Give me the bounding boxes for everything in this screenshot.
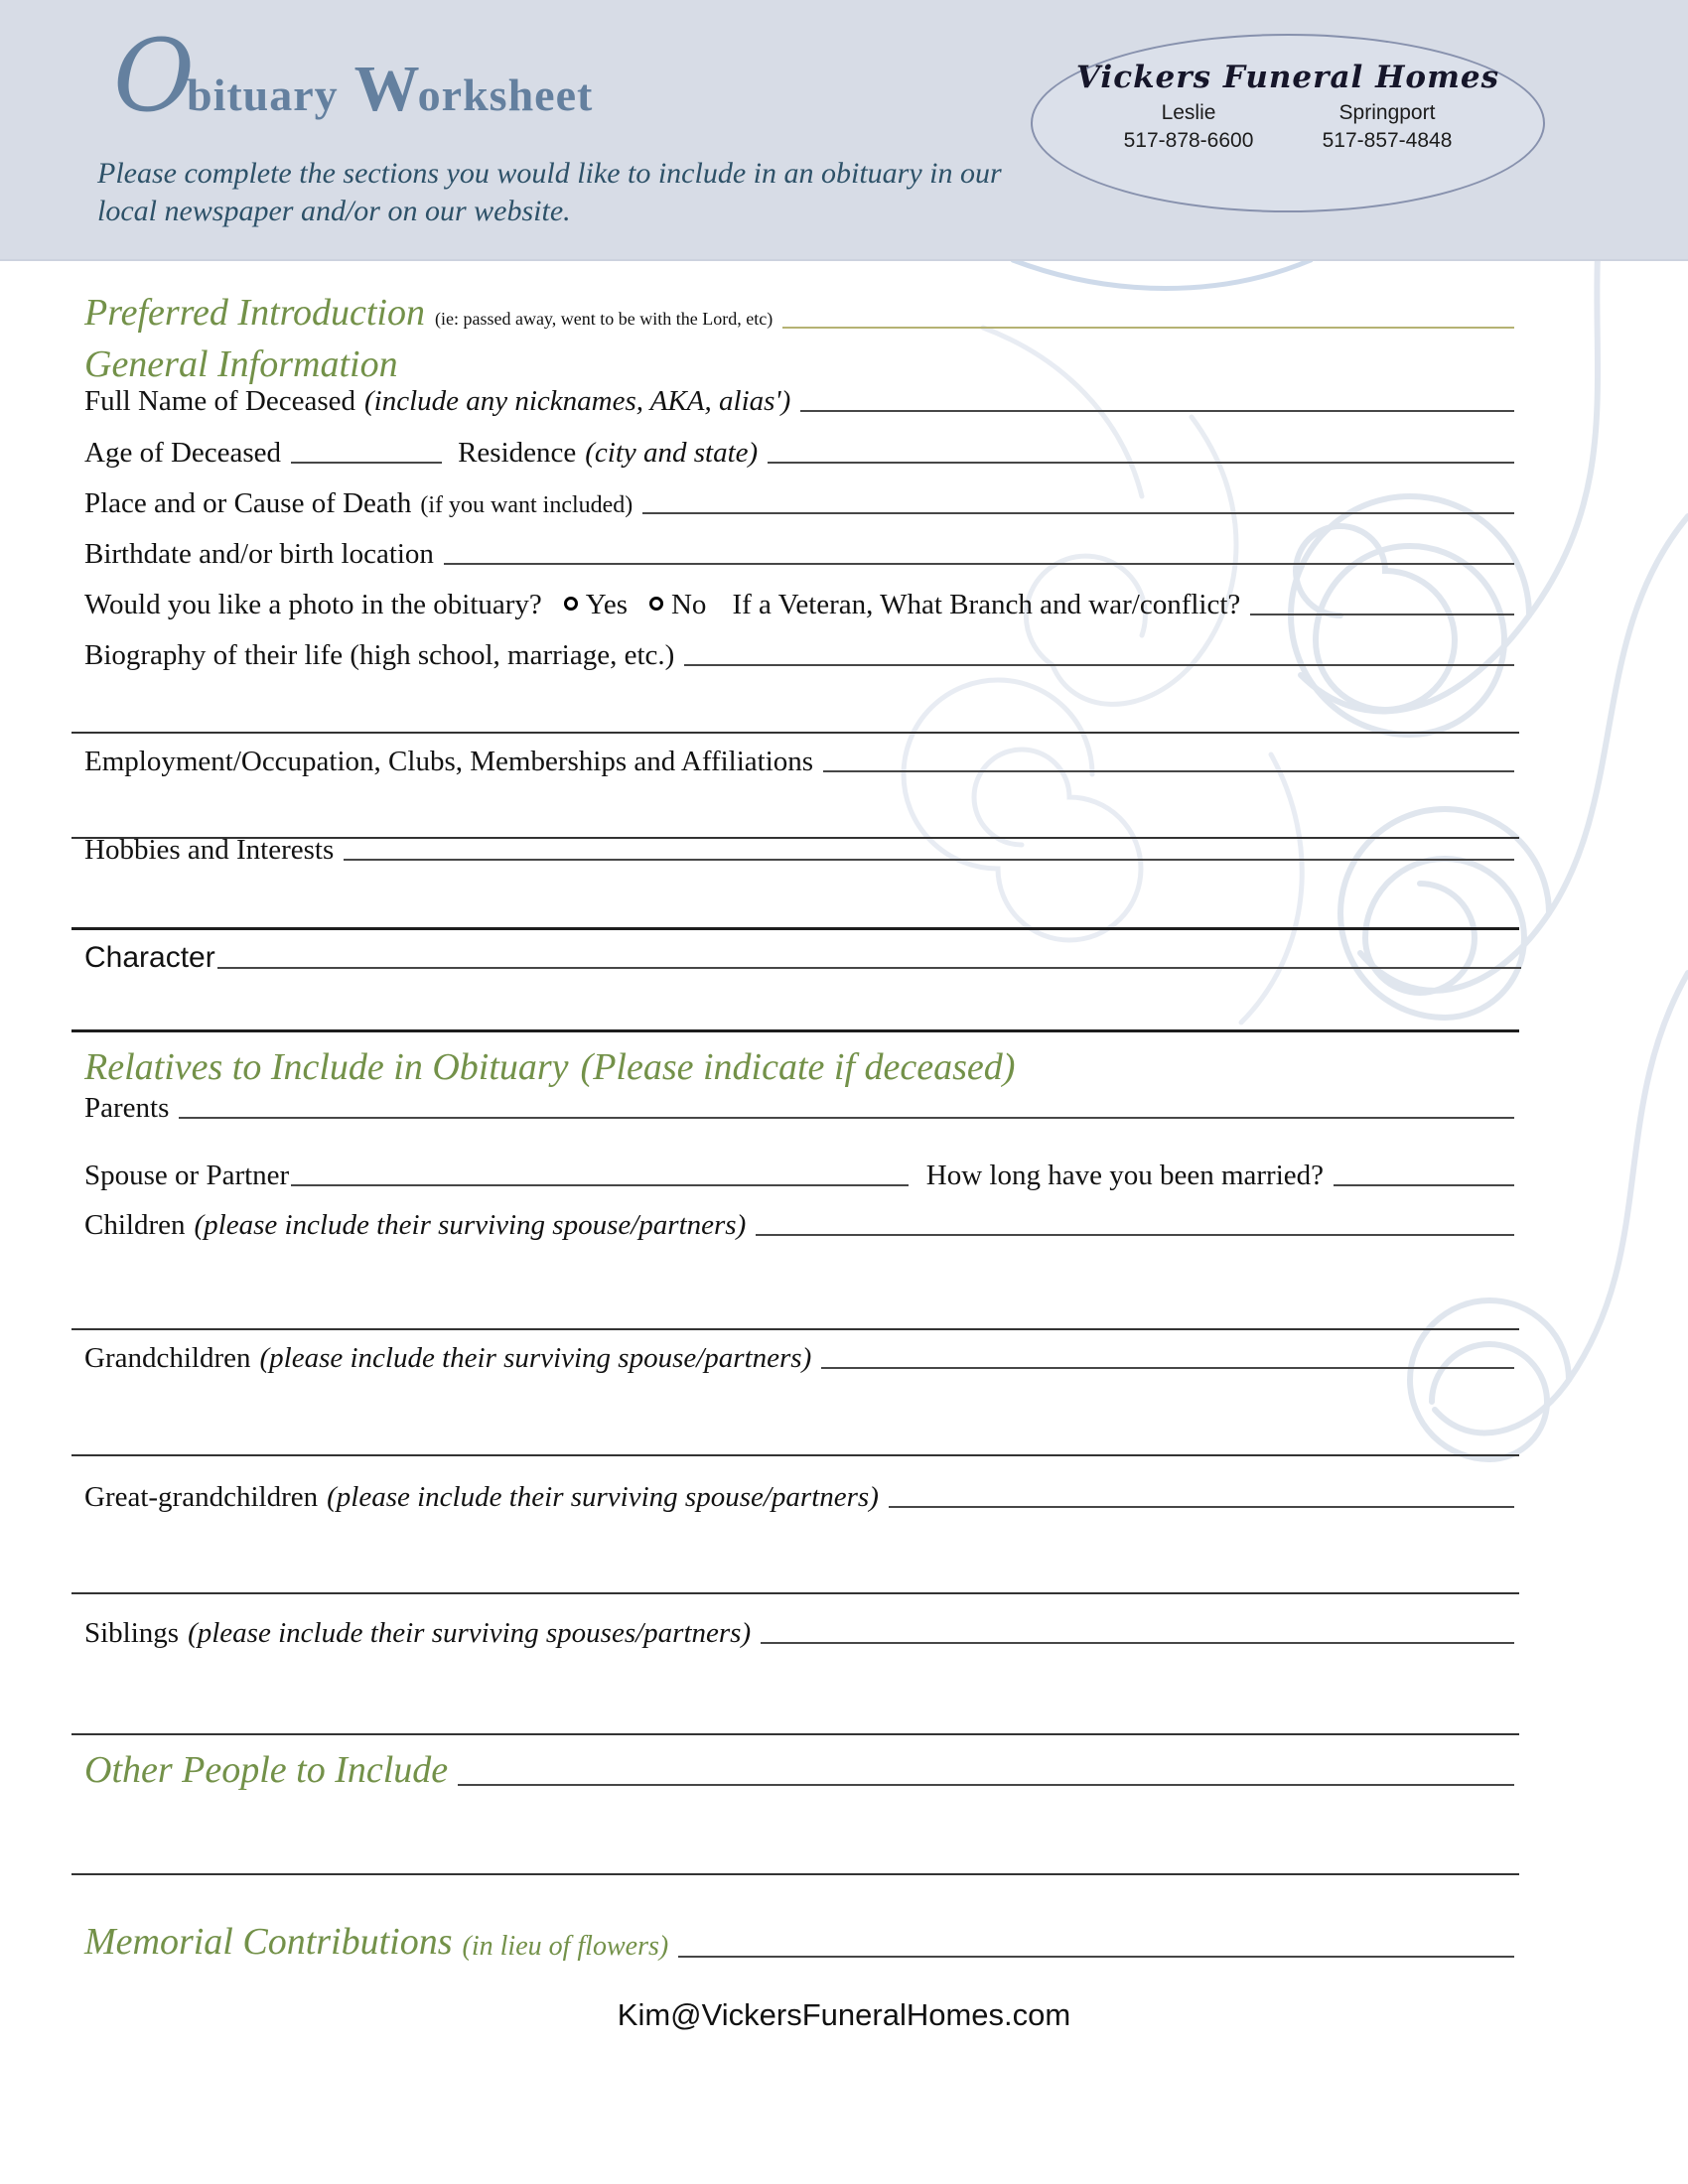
- place-cause-row: [84, 487, 1514, 519]
- great-grandchildren-row: [84, 1481, 1514, 1513]
- relatives-heading: Relatives to Include in Obituary: [84, 1046, 569, 1088]
- photo-no-option[interactable]: [649, 589, 706, 620]
- residence-label: Residence: [458, 437, 577, 469]
- great-grandchildren-label: Great-grandchildren: [84, 1481, 319, 1513]
- general-information-row: [84, 345, 1514, 385]
- full-name-label: Full Name of Deceased: [84, 385, 355, 417]
- children-line[interactable]: [756, 1234, 1514, 1236]
- parents-label: Parents: [84, 1092, 170, 1124]
- place-cause-label: Place and or Cause of Death: [84, 487, 412, 519]
- location-phone: 517-878-6600: [1123, 129, 1254, 152]
- parents-row: [84, 1092, 1514, 1124]
- age-label: Age of Deceased: [84, 437, 282, 469]
- spouse-line[interactable]: [291, 1184, 909, 1186]
- biography-row: [84, 639, 1514, 671]
- character-row: [84, 941, 1521, 974]
- memorial-hint: (in lieu of flowers): [462, 1931, 669, 1963]
- location-phone: 517-857-4848: [1322, 129, 1453, 152]
- photo-yes-label: Yes: [585, 589, 628, 620]
- contact-email: Kim@VickersFuneralHomes.com: [617, 1997, 1071, 2032]
- place-cause-line[interactable]: [642, 512, 1514, 514]
- memorial-row: [84, 1923, 1514, 1963]
- siblings-line[interactable]: [761, 1642, 1514, 1644]
- hobbies-line[interactable]: [344, 859, 1514, 861]
- location-city: Springport: [1338, 101, 1436, 124]
- siblings-label: Siblings: [84, 1617, 180, 1649]
- hobbies-label: Hobbies and Interests: [84, 834, 335, 866]
- radio-circle-icon: [564, 597, 578, 611]
- title-initial-w: W: [353, 53, 420, 125]
- age-residence-row: [84, 437, 1514, 469]
- memorial-line[interactable]: [678, 1956, 1514, 1958]
- general-information-heading: General Information: [84, 343, 398, 385]
- page-title: [113, 18, 594, 134]
- full-name-hint: (include any nicknames, AKA, alias'): [363, 385, 791, 417]
- age-line[interactable]: [291, 462, 442, 464]
- employment-row: [84, 746, 1514, 777]
- photo-yes-option[interactable]: [564, 589, 628, 620]
- married-question-label: How long have you been married?: [925, 1160, 1324, 1191]
- biography-continuation-line[interactable]: [71, 732, 1519, 734]
- character-label: Character: [84, 941, 215, 974]
- funeral-home-badge: [1031, 34, 1545, 212]
- biography-line[interactable]: [684, 664, 1514, 666]
- parents-line[interactable]: [179, 1117, 1514, 1119]
- memorial-heading: Memorial Contributions: [84, 1921, 453, 1963]
- preferred-introduction-hint: (ie: passed away, went to be with the Lord, etc): [434, 309, 774, 330]
- birthdate-label: Birthdate and/or birth location: [84, 538, 434, 570]
- full-name-row: [84, 385, 1514, 417]
- children-hint: (please include their surviving spouse/partners): [194, 1209, 747, 1241]
- other-people-heading: Other People to Include: [84, 1749, 449, 1791]
- location-city: Leslie: [1161, 101, 1216, 124]
- relatives-heading-row: [84, 1048, 1514, 1088]
- photo-question-label: Would you like a photo in the obituary?: [84, 589, 542, 620]
- place-cause-hint: (if you want included): [420, 491, 633, 518]
- spouse-row: [84, 1160, 1514, 1191]
- biography-label: Biography of their life (high school, marriage, etc.): [84, 639, 675, 671]
- other-people-line[interactable]: [458, 1784, 1514, 1786]
- siblings-continuation-line[interactable]: [71, 1733, 1519, 1735]
- employment-line[interactable]: [823, 770, 1514, 772]
- full-name-line[interactable]: [800, 410, 1514, 412]
- married-line[interactable]: [1334, 1184, 1514, 1186]
- hobbies-row: [84, 834, 1514, 866]
- photo-veteran-row: [84, 589, 1514, 620]
- radio-circle-icon: [649, 597, 663, 611]
- children-label: Children: [84, 1209, 186, 1241]
- children-continuation-line[interactable]: [71, 1328, 1519, 1330]
- preferred-introduction-line[interactable]: [782, 327, 1514, 329]
- veteran-label: If a Veteran, What Branch and war/conflict?: [732, 589, 1241, 620]
- other-people-continuation-line[interactable]: [71, 1873, 1519, 1875]
- title-initial-o: O: [113, 18, 195, 134]
- title-word-two: orksheet: [417, 69, 594, 120]
- relatives-heading-hint: (Please indicate if deceased): [580, 1046, 1016, 1088]
- employment-label: Employment/Occupation, Clubs, Memberships and Affiliations: [84, 746, 814, 777]
- grandchildren-hint: (please include their surviving spouse/partners): [259, 1342, 812, 1374]
- residence-hint: (city and state): [585, 437, 759, 469]
- children-row: [84, 1209, 1514, 1241]
- siblings-hint: (please include their surviving spouses/partners): [188, 1617, 752, 1649]
- veteran-line[interactable]: [1250, 614, 1514, 615]
- great-grandchildren-line[interactable]: [889, 1506, 1514, 1508]
- birthdate-line[interactable]: [444, 563, 1514, 565]
- birthdate-row: [84, 538, 1514, 570]
- hobbies-continuation-line[interactable]: [71, 927, 1519, 930]
- preferred-introduction-heading: Preferred Introduction: [84, 292, 425, 334]
- grandchildren-row: [84, 1342, 1514, 1374]
- funeral-home-name: Vickers Funeral Homes: [1075, 60, 1500, 95]
- residence-line[interactable]: [768, 462, 1514, 464]
- spouse-label: Spouse or Partner: [84, 1160, 290, 1191]
- grandchildren-label: Grandchildren: [84, 1342, 251, 1374]
- photo-no-label: No: [670, 589, 707, 620]
- character-line[interactable]: [217, 967, 1521, 969]
- character-continuation-line[interactable]: [71, 1029, 1519, 1032]
- great-grandchildren-hint: (please include their surviving spouse/partners): [327, 1481, 879, 1513]
- grandchildren-continuation-line[interactable]: [71, 1454, 1519, 1456]
- title-word-one: bituary: [186, 69, 339, 120]
- preferred-introduction-row: [84, 294, 1514, 334]
- siblings-row: [84, 1617, 1514, 1649]
- great-grandchildren-continuation-line[interactable]: [71, 1592, 1519, 1594]
- other-people-row: [84, 1751, 1514, 1791]
- intro-instructions: Please complete the sections you would like to include in an obituary in our local newspaper and/or on our website.: [97, 157, 1002, 228]
- grandchildren-line[interactable]: [821, 1367, 1514, 1369]
